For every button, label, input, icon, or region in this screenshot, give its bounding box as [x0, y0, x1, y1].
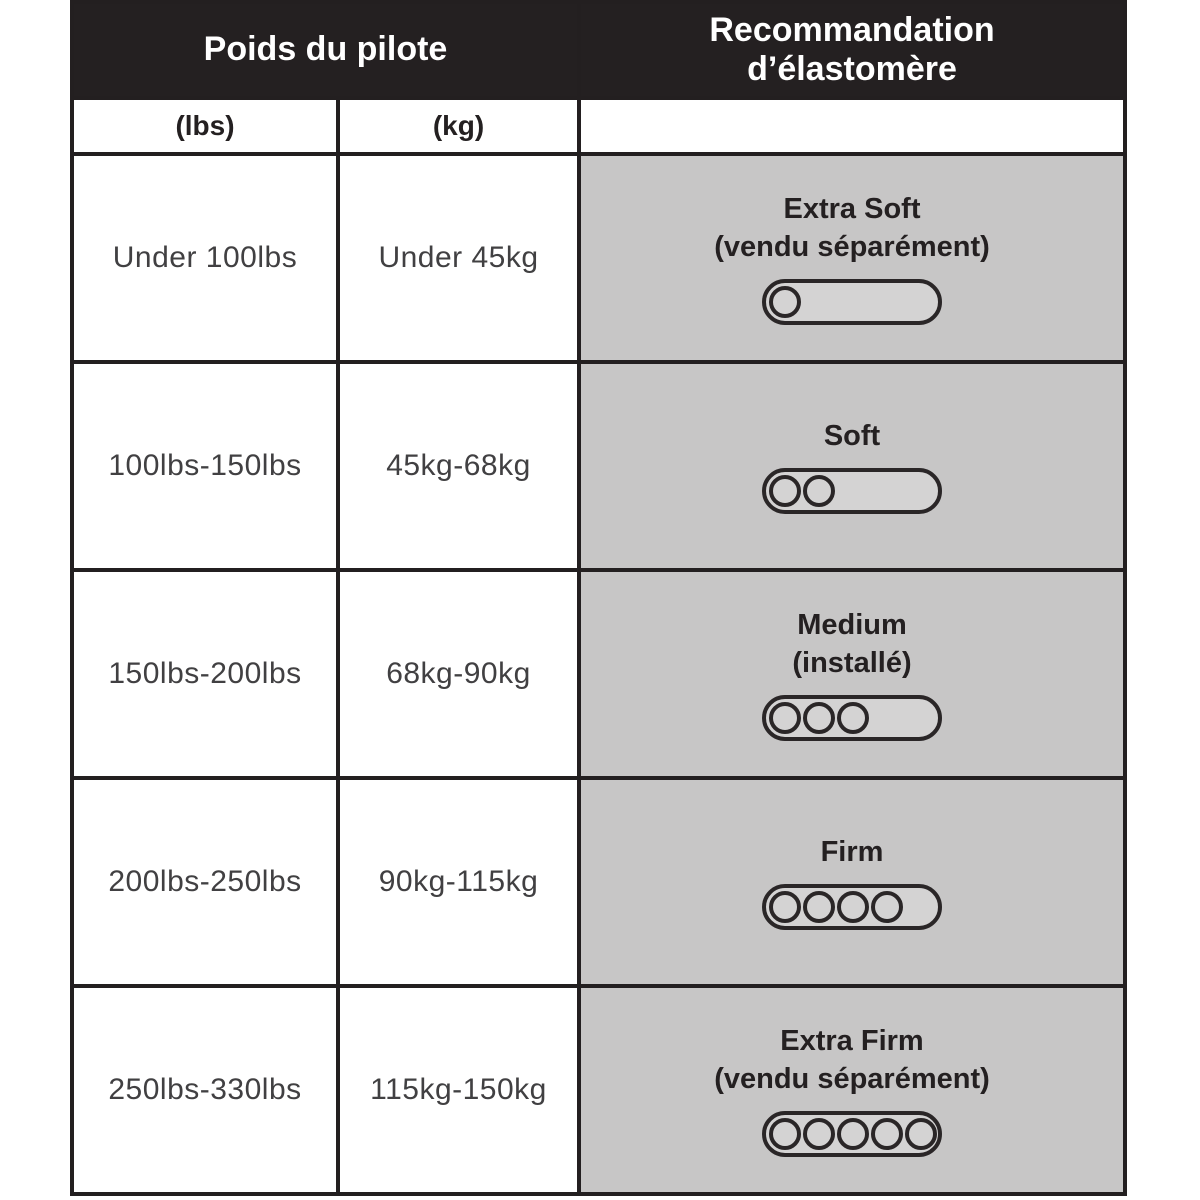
row-2-recommendation	[581, 364, 1123, 568]
row-5-recommendation-label	[714, 1023, 990, 1098]
row-1-firmness-note: (vendu séparément)	[714, 231, 990, 263]
elastomer-recommendation-table	[70, 0, 1127, 1196]
row-3-kg: 68kg-90kg	[340, 572, 577, 776]
header-pilot-weight-label: Poids du pilote	[203, 30, 448, 69]
elastomer-dot	[871, 891, 903, 923]
row-4-recommendation	[581, 780, 1123, 984]
row-3-lbs: 150lbs-200lbs	[74, 572, 336, 776]
elastomer-dot	[803, 702, 835, 734]
row-1-recommendation-label	[714, 191, 990, 266]
elastomer-dot	[871, 1118, 903, 1150]
row-2-kg: 45kg-68kg	[340, 364, 577, 568]
elastomer-pill-icon	[762, 1111, 942, 1157]
row-5-firmness-note: (vendu séparément)	[714, 1063, 990, 1095]
elastomer-dot	[837, 1118, 869, 1150]
row-5-recommendation	[581, 988, 1123, 1192]
row-4-recommendation-label	[821, 834, 884, 872]
row-5-kg: 115kg-150kg	[340, 988, 577, 1192]
row-5-lbs: 250lbs-330lbs	[74, 988, 336, 1192]
row-3-firmness-note: (installé)	[792, 647, 912, 679]
elastomer-dot	[769, 891, 801, 923]
elastomer-dot	[769, 702, 801, 734]
elastomer-dot	[803, 1118, 835, 1150]
header-recommendation-line2: d’élastomère	[747, 50, 957, 88]
row-3-recommendation-label	[792, 607, 911, 682]
row-4-lbs: 200lbs-250lbs	[74, 780, 336, 984]
row-4-firmness-name: Firm	[820, 836, 884, 869]
elastomer-pill-icon	[762, 279, 942, 325]
header-recommendation-label	[709, 11, 994, 89]
subheader-kg: (kg)	[340, 100, 577, 152]
elastomer-dot	[769, 286, 801, 318]
row-2-lbs: 100lbs-150lbs	[74, 364, 336, 568]
row-5-firmness-name: Extra Firm	[780, 1025, 924, 1058]
elastomer-dot	[803, 475, 835, 507]
subheader-lbs: (lbs)	[74, 100, 336, 152]
elastomer-dot	[769, 475, 801, 507]
elastomer-dot	[837, 702, 869, 734]
elastomer-pill-icon	[762, 468, 942, 514]
elastomer-dot	[905, 1118, 937, 1150]
row-1-lbs: Under 100lbs	[74, 156, 336, 360]
row-3-recommendation	[581, 572, 1123, 776]
row-2-recommendation-label	[824, 418, 880, 456]
row-2-firmness-name: Soft	[823, 420, 881, 453]
row-1-firmness-name: Extra Soft	[783, 193, 921, 226]
row-3-firmness-name: Medium	[797, 609, 907, 642]
elastomer-dot	[837, 891, 869, 923]
header-recommendation	[581, 4, 1123, 96]
row-4-kg: 90kg-115kg	[340, 780, 577, 984]
elastomer-dot	[803, 891, 835, 923]
elastomer-pill-icon	[762, 695, 942, 741]
row-1-recommendation	[581, 156, 1123, 360]
header-pilot-weight	[74, 4, 577, 96]
row-1-kg: Under 45kg	[340, 156, 577, 360]
subheader-empty	[581, 100, 1123, 152]
header-recommendation-line1: Recommandation	[709, 10, 995, 49]
elastomer-dot	[769, 1118, 801, 1150]
elastomer-pill-icon	[762, 884, 942, 930]
